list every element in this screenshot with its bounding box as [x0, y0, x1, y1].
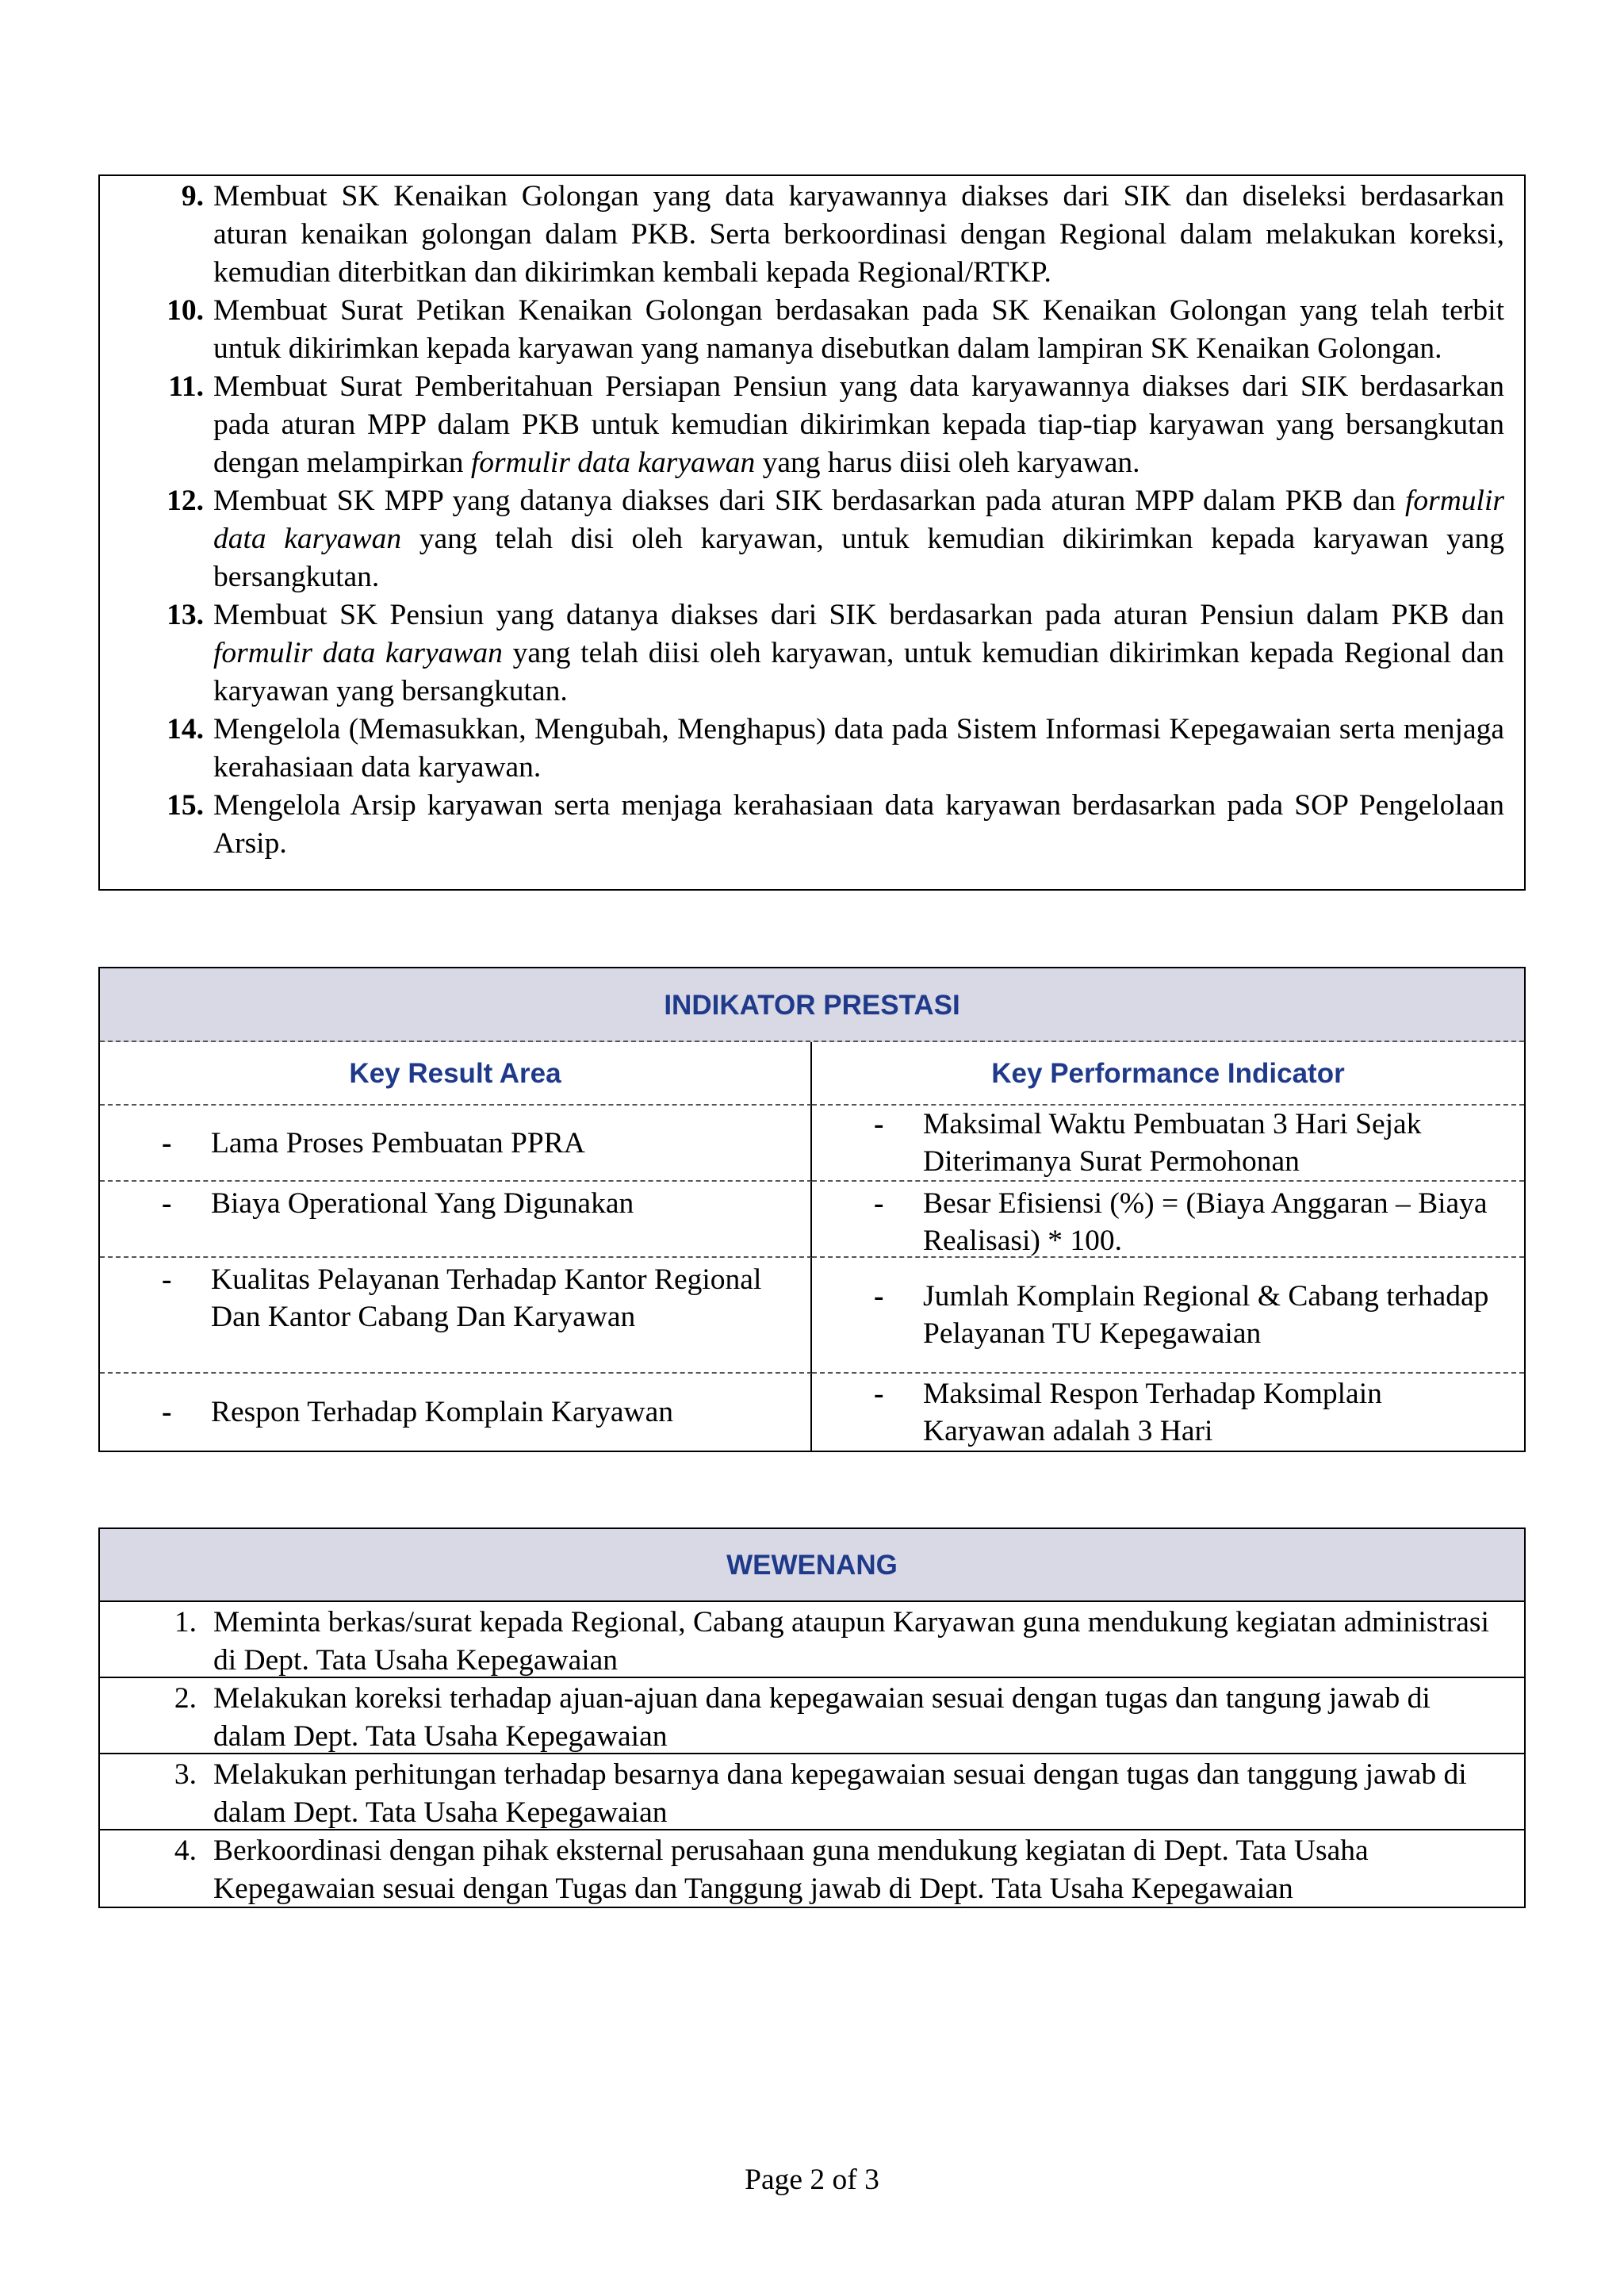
task-text: Mengelola Arsip karyawan serta menjaga kerahasiaan data karyawan berdasarkan pada SOP Pengelolaan Arsip.	[213, 789, 1504, 860]
wewenang-text: Melakukan perhitungan terhadap besarnya dana kepegawaian sesuai dengan tugas dan tanggung jawab di dalam Dept. Tata Usaha Kepegawaian	[213, 1758, 1467, 1829]
task-item	[100, 368, 1524, 482]
task-text	[213, 370, 1504, 479]
task-number: 12.	[167, 485, 204, 517]
dash-bullet: -	[162, 1263, 172, 1296]
wewenang-number: 3.	[174, 1758, 197, 1791]
task-text-italic: formulir data karyawan	[213, 637, 503, 669]
task-number: 13.	[167, 599, 204, 631]
kra-text: Respon Terhadap Komplain Karyawan	[211, 1396, 673, 1428]
wewenang-item	[100, 1754, 1524, 1830]
kpi-text: Maksimal Respon Terhadap Komplain Karyawan adalah 3 Hari	[923, 1377, 1382, 1447]
task-item	[100, 292, 1524, 368]
dash-bullet: -	[874, 1108, 884, 1140]
kpi-text: Maksimal Waktu Pembuatan 3 Hari Sejak Diterimanya Surat Permohonan	[923, 1108, 1422, 1178]
task-text: Mengelola (Memasukkan, Mengubah, Menghapus) data pada Sistem Informasi Kepegawaian serta menjaga kerahasiaan data karyawan.	[213, 713, 1504, 784]
task-text-part: Membuat SK Pensiun yang datanya diakses dari SIK berdasarkan pada aturan Pensiun dalam PKB dan	[213, 599, 1504, 631]
task-text-italic: formulir data karyawan	[213, 485, 1504, 555]
task-text	[213, 599, 1504, 707]
kpi-grid	[100, 1042, 1524, 1451]
task-text-part: yang telah diisi oleh karyawan, untuk kemudian dikirimkan kepada Regional dan karyawan yang bersangkutan.	[213, 637, 1504, 707]
dash-bullet: -	[874, 1280, 884, 1313]
task-text-part: Membuat SK MPP yang datanya diakses dari SIK berdasarkan pada aturan MPP dalam PKB dan	[213, 485, 1405, 517]
kpi-cell	[812, 1258, 1524, 1374]
task-text-part: yang harus diisi oleh karyawan.	[755, 447, 1140, 479]
task-item	[100, 178, 1524, 292]
wewenang-title: WEWENANG	[100, 1529, 1524, 1602]
kpi-cell	[812, 1182, 1524, 1258]
kra-cell	[100, 1374, 812, 1451]
task-text-part: yang telah disi oleh karyawan, untuk kemudian dikirimkan kepada karyawan yang bersangkutan.	[213, 523, 1504, 593]
dash-bullet: -	[162, 1396, 172, 1428]
task-text: Membuat SK Kenaikan Golongan yang data karyawannya diakses dari SIK dan diseleksi berdasarkan aturan kenaikan golongan dalam PKB. Serta berkoordinasi dengan Regional dalam melakukan koreksi, kemudian diterbitkan dan dikirimkan kembali kepada Regional/RTKP.	[213, 180, 1504, 289]
task-item	[100, 482, 1524, 596]
indikator-prestasi-table	[98, 967, 1526, 1452]
wewenang-text: Berkoordinasi dengan pihak eksternal perusahaan guna mendukung kegiatan di Dept. Tata Usaha Kepegawaian sesuai dengan Tugas dan Tanggung jawab di Dept. Tata Usaha Kepegawaian	[213, 1834, 1369, 1905]
kra-text: Lama Proses Pembuatan PPRA	[211, 1126, 585, 1159]
task-item	[100, 787, 1524, 863]
page-number-footer: Page 2 of 3	[745, 2164, 879, 2196]
task-item	[100, 711, 1524, 787]
task-text-italic: formulir data karyawan	[470, 447, 756, 479]
kpi-text: Besar Efisiensi (%) = (Biaya Anggaran – Biaya Realisasi) * 100.	[923, 1187, 1488, 1257]
wewenang-item	[100, 1830, 1524, 1907]
indikator-prestasi-title: INDIKATOR PRESTASI	[100, 968, 1524, 1042]
kra-text: Biaya Operational Yang Digunakan	[211, 1187, 634, 1220]
kra-cell	[100, 1258, 812, 1374]
wewenang-number: 2.	[174, 1682, 197, 1715]
task-number: 9.	[181, 180, 204, 213]
column-header-kpi: Key Performance Indicator	[812, 1042, 1524, 1106]
wewenang-item	[100, 1602, 1524, 1678]
task-number: 11.	[168, 370, 204, 403]
wewenang-number: 4.	[174, 1834, 197, 1867]
task-number: 14.	[167, 713, 204, 746]
dash-bullet: -	[162, 1126, 172, 1159]
task-item	[100, 596, 1524, 711]
task-list-box	[98, 174, 1526, 891]
kpi-cell	[812, 1106, 1524, 1182]
task-number: 15.	[167, 789, 204, 822]
wewenang-list	[100, 1602, 1524, 1907]
wewenang-text: Melakukan koreksi terhadap ajuan-ajuan dana kepegawaian sesuai dengan tugas dan tangung jawab di dalam Dept. Tata Usaha Kepegawaian	[213, 1682, 1431, 1753]
wewenang-number: 1.	[174, 1606, 197, 1639]
kra-cell	[100, 1106, 812, 1182]
dash-bullet: -	[874, 1187, 884, 1220]
column-header-kra: Key Result Area	[100, 1042, 812, 1106]
kpi-text: Jumlah Komplain Regional & Cabang terhadap Pelayanan TU Kepegawaian	[923, 1280, 1489, 1350]
kra-text: Kualitas Pelayanan Terhadap Kantor Regional Dan Kantor Cabang Dan Karyawan	[211, 1263, 762, 1333]
kpi-cell	[812, 1374, 1524, 1451]
task-text: Membuat Surat Petikan Kenaikan Golongan berdasakan pada SK Kenaikan Golongan yang telah terbit untuk dikirimkan kepada karyawan yang namanya disebutkan dalam lampiran SK Kenaikan Golongan.	[213, 294, 1504, 365]
dash-bullet: -	[162, 1187, 172, 1220]
kra-cell	[100, 1182, 812, 1258]
task-text	[213, 485, 1504, 593]
wewenang-text: Meminta berkas/surat kepada Regional, Cabang ataupun Karyawan guna mendukung kegiatan administrasi di Dept. Tata Usaha Kepegawaian	[213, 1606, 1489, 1677]
task-number: 10.	[167, 294, 204, 327]
wewenang-item	[100, 1678, 1524, 1754]
dash-bullet: -	[874, 1377, 884, 1410]
task-text-part: Membuat Surat Pemberitahuan Persiapan Pensiun yang data karyawannya diakses dari SIK berdasarkan pada aturan MPP dalam PKB untuk kemudian dikirimkan kepada tiap-tiap karyawan yang bersangkutan dengan melampirkan	[213, 370, 1504, 479]
wewenang-table	[98, 1527, 1526, 1908]
